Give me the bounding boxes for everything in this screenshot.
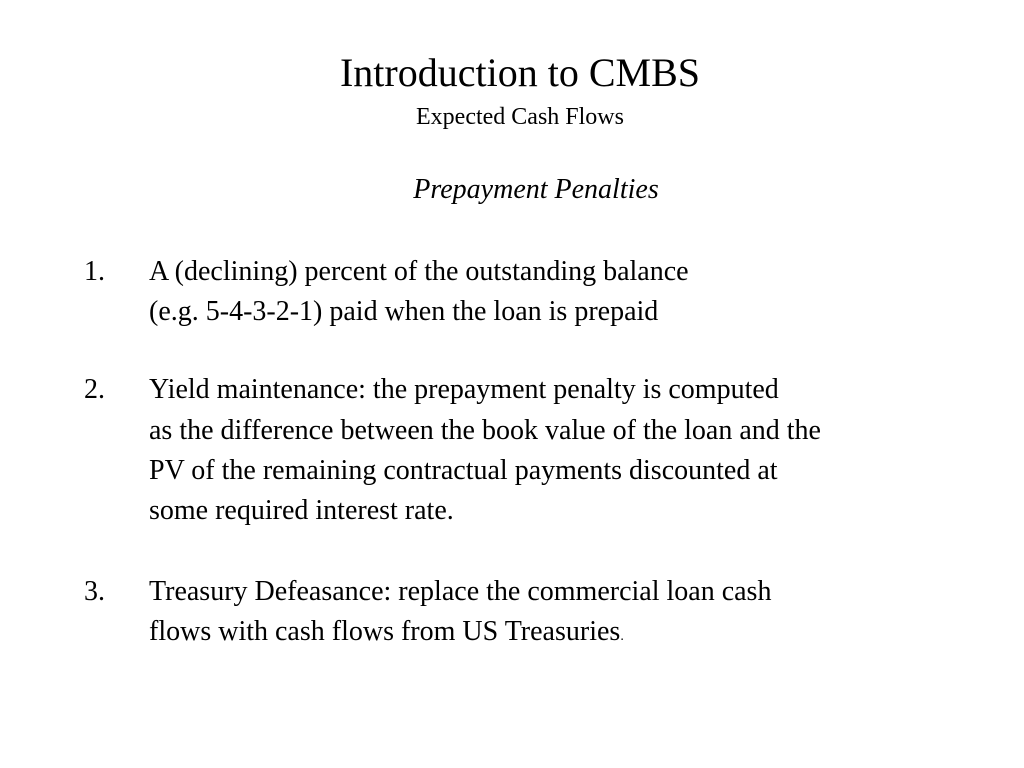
list-item-number: 2. (84, 374, 105, 405)
list-item-line: Treasury Defeasance: replace the commercial loan cash (149, 576, 772, 607)
list-item-line-text: flows with cash flows from US Treasuries (149, 616, 621, 647)
list-item-line (149, 612, 624, 657)
trailing-period: . (620, 629, 624, 644)
list-item-number: 1. (84, 256, 105, 287)
list-item-number: 3. (84, 576, 105, 607)
list-item-line: (e.g. 5-4-3-2-1) paid when the loan is prepaid (149, 296, 659, 327)
section-heading: Prepayment Penalties (413, 174, 659, 205)
list-item-line: some required interest rate. (149, 495, 454, 526)
list-item-line: A (declining) percent of the outstanding balance (149, 256, 689, 287)
list-item-line: PV of the remaining contractual payments discounted at (149, 455, 778, 486)
list-item-line: as the difference between the book value of the loan and the (149, 415, 821, 446)
slide-subtitle: Expected Cash Flows (416, 104, 624, 130)
list-item-line: Yield maintenance: the prepayment penalty is computed (149, 374, 779, 405)
slide-title: Introduction to CMBS (339, 50, 701, 95)
